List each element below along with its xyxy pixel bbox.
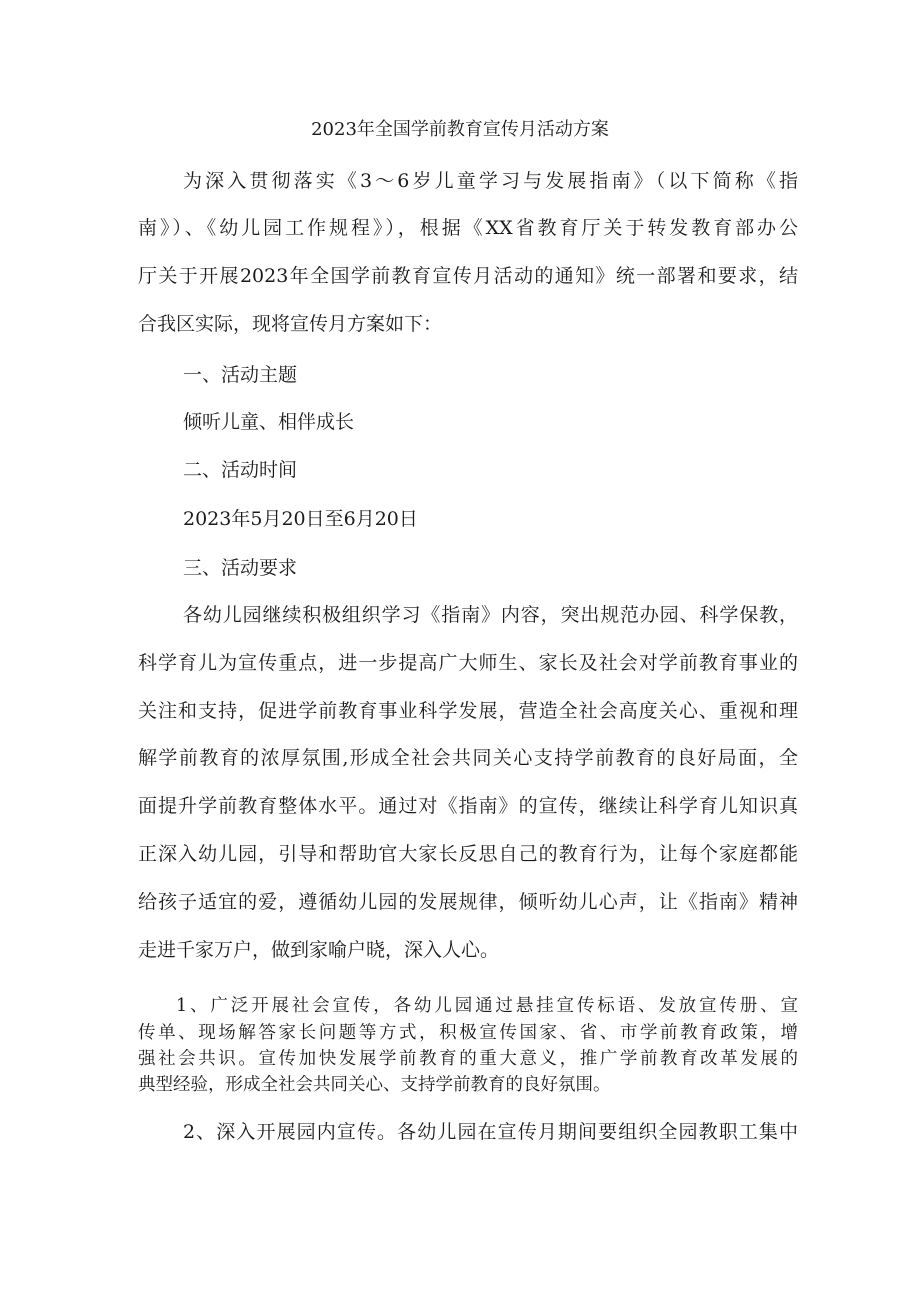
item1-line-2: 传单、现场解答家长问题等方式，积极宣传国家、省、市学前教育政策，增: [138, 1023, 798, 1043]
item1-line-3: 强社会共识。宣传加快发展学前教育的重大意义，推广学前教育改革发展的: [138, 1049, 798, 1069]
requirements-line-1: 各幼儿园继续积极组织学习《指南》内容，突出规范办园、科学保教，: [183, 604, 798, 626]
requirements-line-4: 解学前教育的浓厚氛围,形成全社会共同关心支持学前教育的良好局面，全: [138, 747, 798, 769]
intro-line-4: 合我区实际，现将宣传月方案如下：: [138, 313, 443, 335]
document-title: 2023年全国学前教育宣传月活动方案: [311, 119, 609, 140]
requirements-line-3: 关注和支持，促进学前教育事业科学发展，营造全社会高度关心、重视和理: [138, 700, 798, 722]
item1-line-4: 典型经验，形成全社会共同关心、支持学前教育的良好氛围。: [138, 1075, 611, 1095]
section-heading-time: 二、活动时间: [183, 459, 298, 481]
requirements-line-6: 正深入幼儿园，引导和帮助官大家长反思自己的教育行为，让每个家庭都能: [138, 843, 798, 865]
section-heading-requirements: 三、活动要求: [183, 557, 298, 579]
section-text-time: 2023年5月20日至6月20日: [183, 508, 418, 530]
item1-line-1: 1、广泛开展社会宣传，各幼儿园通过悬挂宣传标语、发放宣传册、宣: [176, 996, 798, 1016]
intro-line-1: 为深入贯彻落实《3～6岁儿童学习与发展指南》（以下简称《指: [183, 170, 798, 192]
item2-line-1: 2、深入开展园内宣传。各幼儿园在宣传月期间要组织全园教职工集中: [183, 1121, 798, 1143]
section-text-theme: 倾听儿童、相伴成长: [183, 411, 355, 433]
requirements-line-5: 面提升学前教育整体水平。通过对《指南》的宣传，继续让科学育儿知识真: [138, 795, 798, 817]
requirements-line-7: 给孩子适宜的爱，遵循幼儿园的发展规律，倾听幼儿心声，让《指南》精神: [138, 891, 798, 913]
intro-line-3: 厅关于开展2023年全国学前教育宣传月活动的通知》统一部署和要求，结: [138, 265, 798, 287]
requirements-line-2: 科学育儿为宣传重点，进一步提高广大师生、家长及社会对学前教育事业的: [138, 652, 798, 674]
requirements-line-8: 走进千家万户，做到家喻户晓，深入人心。: [138, 939, 500, 961]
section-heading-theme: 一、活动主题: [183, 364, 298, 386]
intro-line-2: 南》）、《幼儿园工作规程》），根据《XX省教育厅关于转发教育部办公: [138, 217, 798, 239]
